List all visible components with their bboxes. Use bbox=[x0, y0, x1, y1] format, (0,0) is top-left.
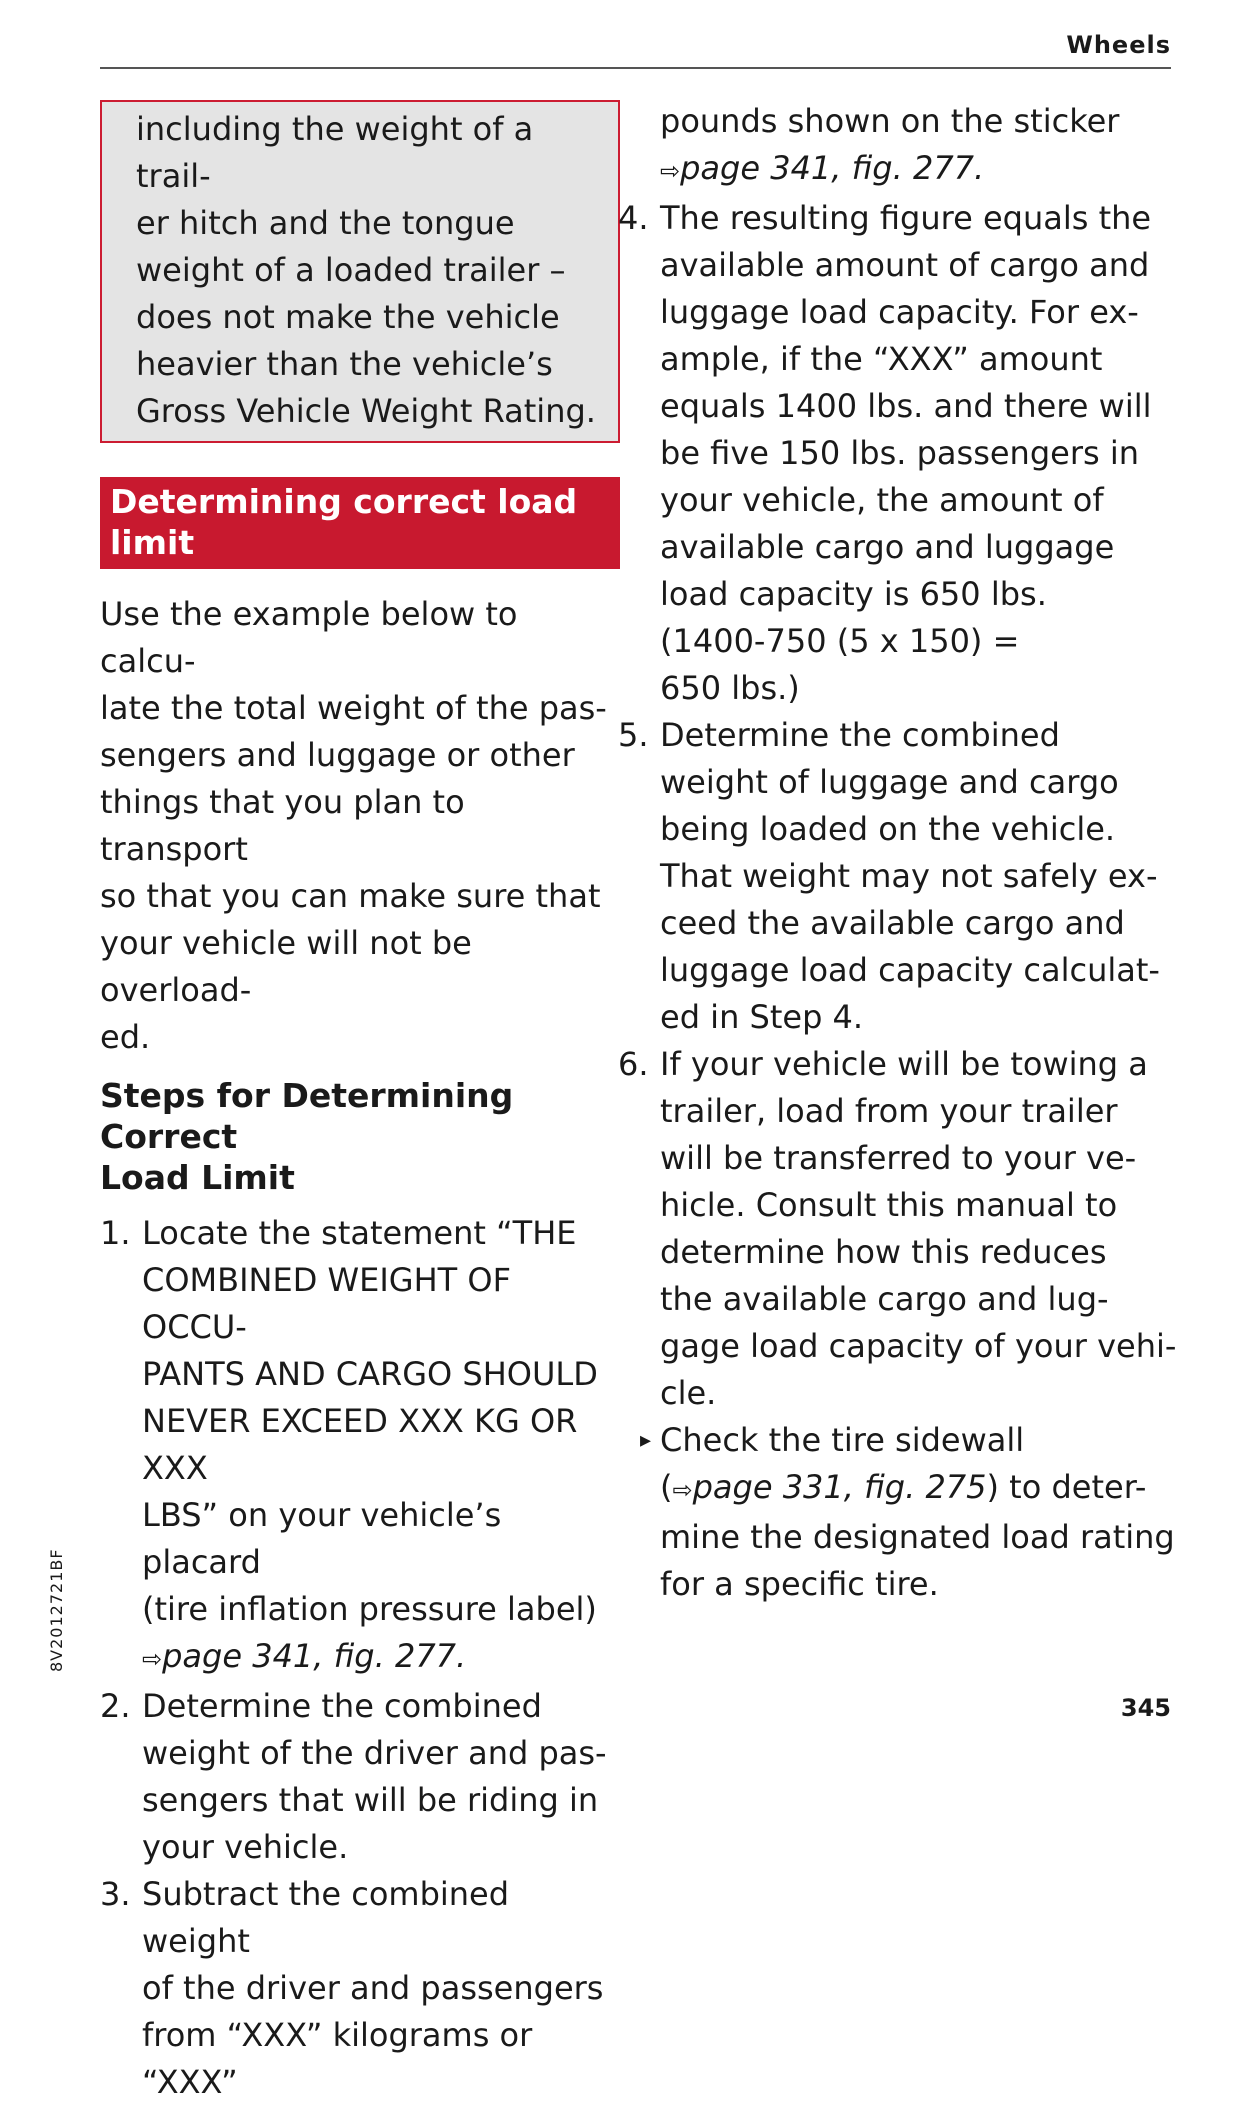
step-line: If your vehicle will be towing a bbox=[660, 1045, 1148, 1083]
step-line: being loaded on the vehicle. bbox=[660, 810, 1116, 848]
intro-line: your vehicle will not be overload- bbox=[100, 924, 472, 1009]
step-line: Determine the combined bbox=[660, 716, 1060, 754]
step-line: from “XXX” kilograms or “XXX” bbox=[142, 2016, 533, 2101]
step-number: 4. bbox=[618, 199, 649, 237]
step-line: NEVER EXCEED XXX KG OR XXX bbox=[142, 1402, 578, 1487]
left-column bbox=[100, 100, 620, 2106]
step-line: will be transferred to your ve- bbox=[660, 1139, 1137, 1177]
step-line: cle. bbox=[660, 1374, 717, 1412]
step-line: pounds shown on the sticker bbox=[660, 102, 1120, 140]
cross-reference-text: page 341, fig. 277 bbox=[680, 149, 975, 187]
step-line: your vehicle. bbox=[142, 1828, 349, 1866]
section-heading-line: Determining correct load bbox=[110, 482, 578, 521]
step-line: (tire inflation pressure label) bbox=[142, 1590, 597, 1628]
warning-line: weight of a loaded trailer – bbox=[136, 251, 566, 289]
warning-line: Gross Vehicle Weight Rating. bbox=[136, 392, 596, 430]
step-line: hicle. Consult this manual to bbox=[660, 1186, 1118, 1224]
cross-reference[interactable] bbox=[672, 1468, 986, 1506]
step-item bbox=[618, 1041, 1180, 1417]
step-number: 1. bbox=[100, 1214, 131, 1252]
intro-line: sengers and luggage or other bbox=[100, 736, 575, 774]
cross-reference[interactable] bbox=[660, 145, 1180, 195]
step-number: 5. bbox=[618, 716, 649, 754]
tip-line: for a specific tire. bbox=[660, 1565, 939, 1603]
step-line: determine how this reduces bbox=[660, 1233, 1107, 1271]
intro-line: ed. bbox=[100, 1018, 151, 1056]
cross-reference-end: . bbox=[974, 149, 985, 187]
step-line: available amount of cargo and bbox=[660, 246, 1150, 284]
running-header-title: Wheels bbox=[1066, 31, 1171, 59]
triangle-bullet-icon: ▸ bbox=[640, 1428, 652, 1453]
step-line: gage load capacity of your vehi- bbox=[660, 1327, 1177, 1365]
step-line: Determine the combined bbox=[142, 1687, 542, 1725]
step-line: weight of the driver and pas- bbox=[142, 1734, 607, 1772]
right-column bbox=[618, 98, 1180, 1608]
arrow-right-icon: ⇨ bbox=[660, 157, 681, 185]
tip-item bbox=[640, 1417, 1180, 1608]
intro-line: things that you plan to transport bbox=[100, 783, 465, 868]
step-line: LBS” on your vehicle’s placard bbox=[142, 1496, 502, 1581]
step-line: The resulting figure equals the bbox=[660, 199, 1152, 237]
step-line: your vehicle, the amount of bbox=[660, 481, 1104, 519]
step-line: weight of luggage and cargo bbox=[660, 763, 1119, 801]
step-line: Subtract the combined weight bbox=[142, 1875, 510, 1960]
warning-line: does not make the vehicle bbox=[136, 298, 560, 336]
arrow-right-icon: ⇨ bbox=[142, 1645, 163, 1673]
step-line: the available cargo and lug- bbox=[660, 1280, 1109, 1318]
tip-line: mine the designated load rating bbox=[660, 1518, 1175, 1556]
step-line: trailer, load from your trailer bbox=[660, 1092, 1118, 1130]
step-item bbox=[100, 1871, 620, 2106]
step-line: 650 lbs.) bbox=[660, 669, 800, 707]
step-item-continued bbox=[660, 98, 1180, 195]
intro-line: late the total weight of the pas- bbox=[100, 689, 607, 727]
step-item bbox=[618, 712, 1180, 1041]
step-line: luggage load capacity. For ex- bbox=[660, 293, 1139, 331]
subheading-line: Load Limit bbox=[100, 1158, 295, 1197]
step-line: That weight may not safely ex- bbox=[660, 857, 1158, 895]
step-number: 2. bbox=[100, 1687, 131, 1725]
cross-reference-text: page 331, fig. 275 bbox=[692, 1468, 987, 1506]
cross-reference[interactable] bbox=[142, 1633, 620, 1683]
section-heading bbox=[100, 477, 620, 569]
tip-line: Check the tire sidewall bbox=[660, 1421, 1025, 1459]
arrow-right-icon: ⇨ bbox=[672, 1476, 693, 1504]
warning-line: including the weight of a trail- bbox=[136, 110, 534, 195]
step-line: PANTS AND CARGO SHOULD bbox=[142, 1355, 598, 1393]
step-line: luggage load capacity calculat- bbox=[660, 951, 1160, 989]
step-line: equals 1400 lbs. and there will bbox=[660, 387, 1152, 425]
tip-ref-open: ( bbox=[660, 1468, 673, 1506]
step-item bbox=[100, 1210, 620, 1683]
step-line: (1400-750 (5 x 150) = bbox=[660, 622, 1020, 660]
step-number: 3. bbox=[100, 1875, 131, 1913]
step-line: Locate the statement “THE bbox=[142, 1214, 577, 1252]
intro-paragraph bbox=[100, 591, 620, 1061]
subheading-line: Steps for Determining Correct bbox=[100, 1076, 514, 1156]
step-line: ed in Step 4. bbox=[660, 998, 864, 1036]
cross-reference-end: . bbox=[456, 1637, 467, 1675]
warning-box bbox=[100, 100, 620, 443]
cross-reference-text: page 341, fig. 277 bbox=[162, 1637, 457, 1675]
step-line: be five 150 lbs. passengers in bbox=[660, 434, 1139, 472]
section-heading-line: limit bbox=[110, 523, 195, 562]
step-line: available cargo and luggage bbox=[660, 528, 1115, 566]
document-code: 8V2012721BF bbox=[47, 1548, 66, 1672]
warning-line: er hitch and the tongue bbox=[136, 204, 515, 242]
step-line: ample, if the “XXX” amount bbox=[660, 340, 1103, 378]
step-line: load capacity is 650 lbs. bbox=[660, 575, 1047, 613]
step-line: of the driver and passengers bbox=[142, 1969, 604, 2007]
intro-line: Use the example below to calcu- bbox=[100, 595, 518, 680]
step-line: COMBINED WEIGHT OF OCCU- bbox=[142, 1261, 511, 1346]
step-line: ceed the available cargo and bbox=[660, 904, 1125, 942]
intro-line: so that you can make sure that bbox=[100, 877, 601, 915]
warning-line: heavier than the vehicle’s bbox=[136, 345, 553, 383]
step-line: sengers that will be riding in bbox=[142, 1781, 599, 1819]
tip-line bbox=[640, 1464, 1180, 1514]
header-rule bbox=[100, 67, 1171, 69]
step-item bbox=[100, 1683, 620, 1871]
step-number: 6. bbox=[618, 1045, 649, 1083]
step-item bbox=[618, 195, 1180, 712]
page-number: 345 bbox=[1120, 1694, 1171, 1722]
steps-list bbox=[100, 1210, 620, 2106]
tip-ref-close: ) to deter- bbox=[986, 1468, 1147, 1506]
subheading bbox=[100, 1075, 620, 1198]
